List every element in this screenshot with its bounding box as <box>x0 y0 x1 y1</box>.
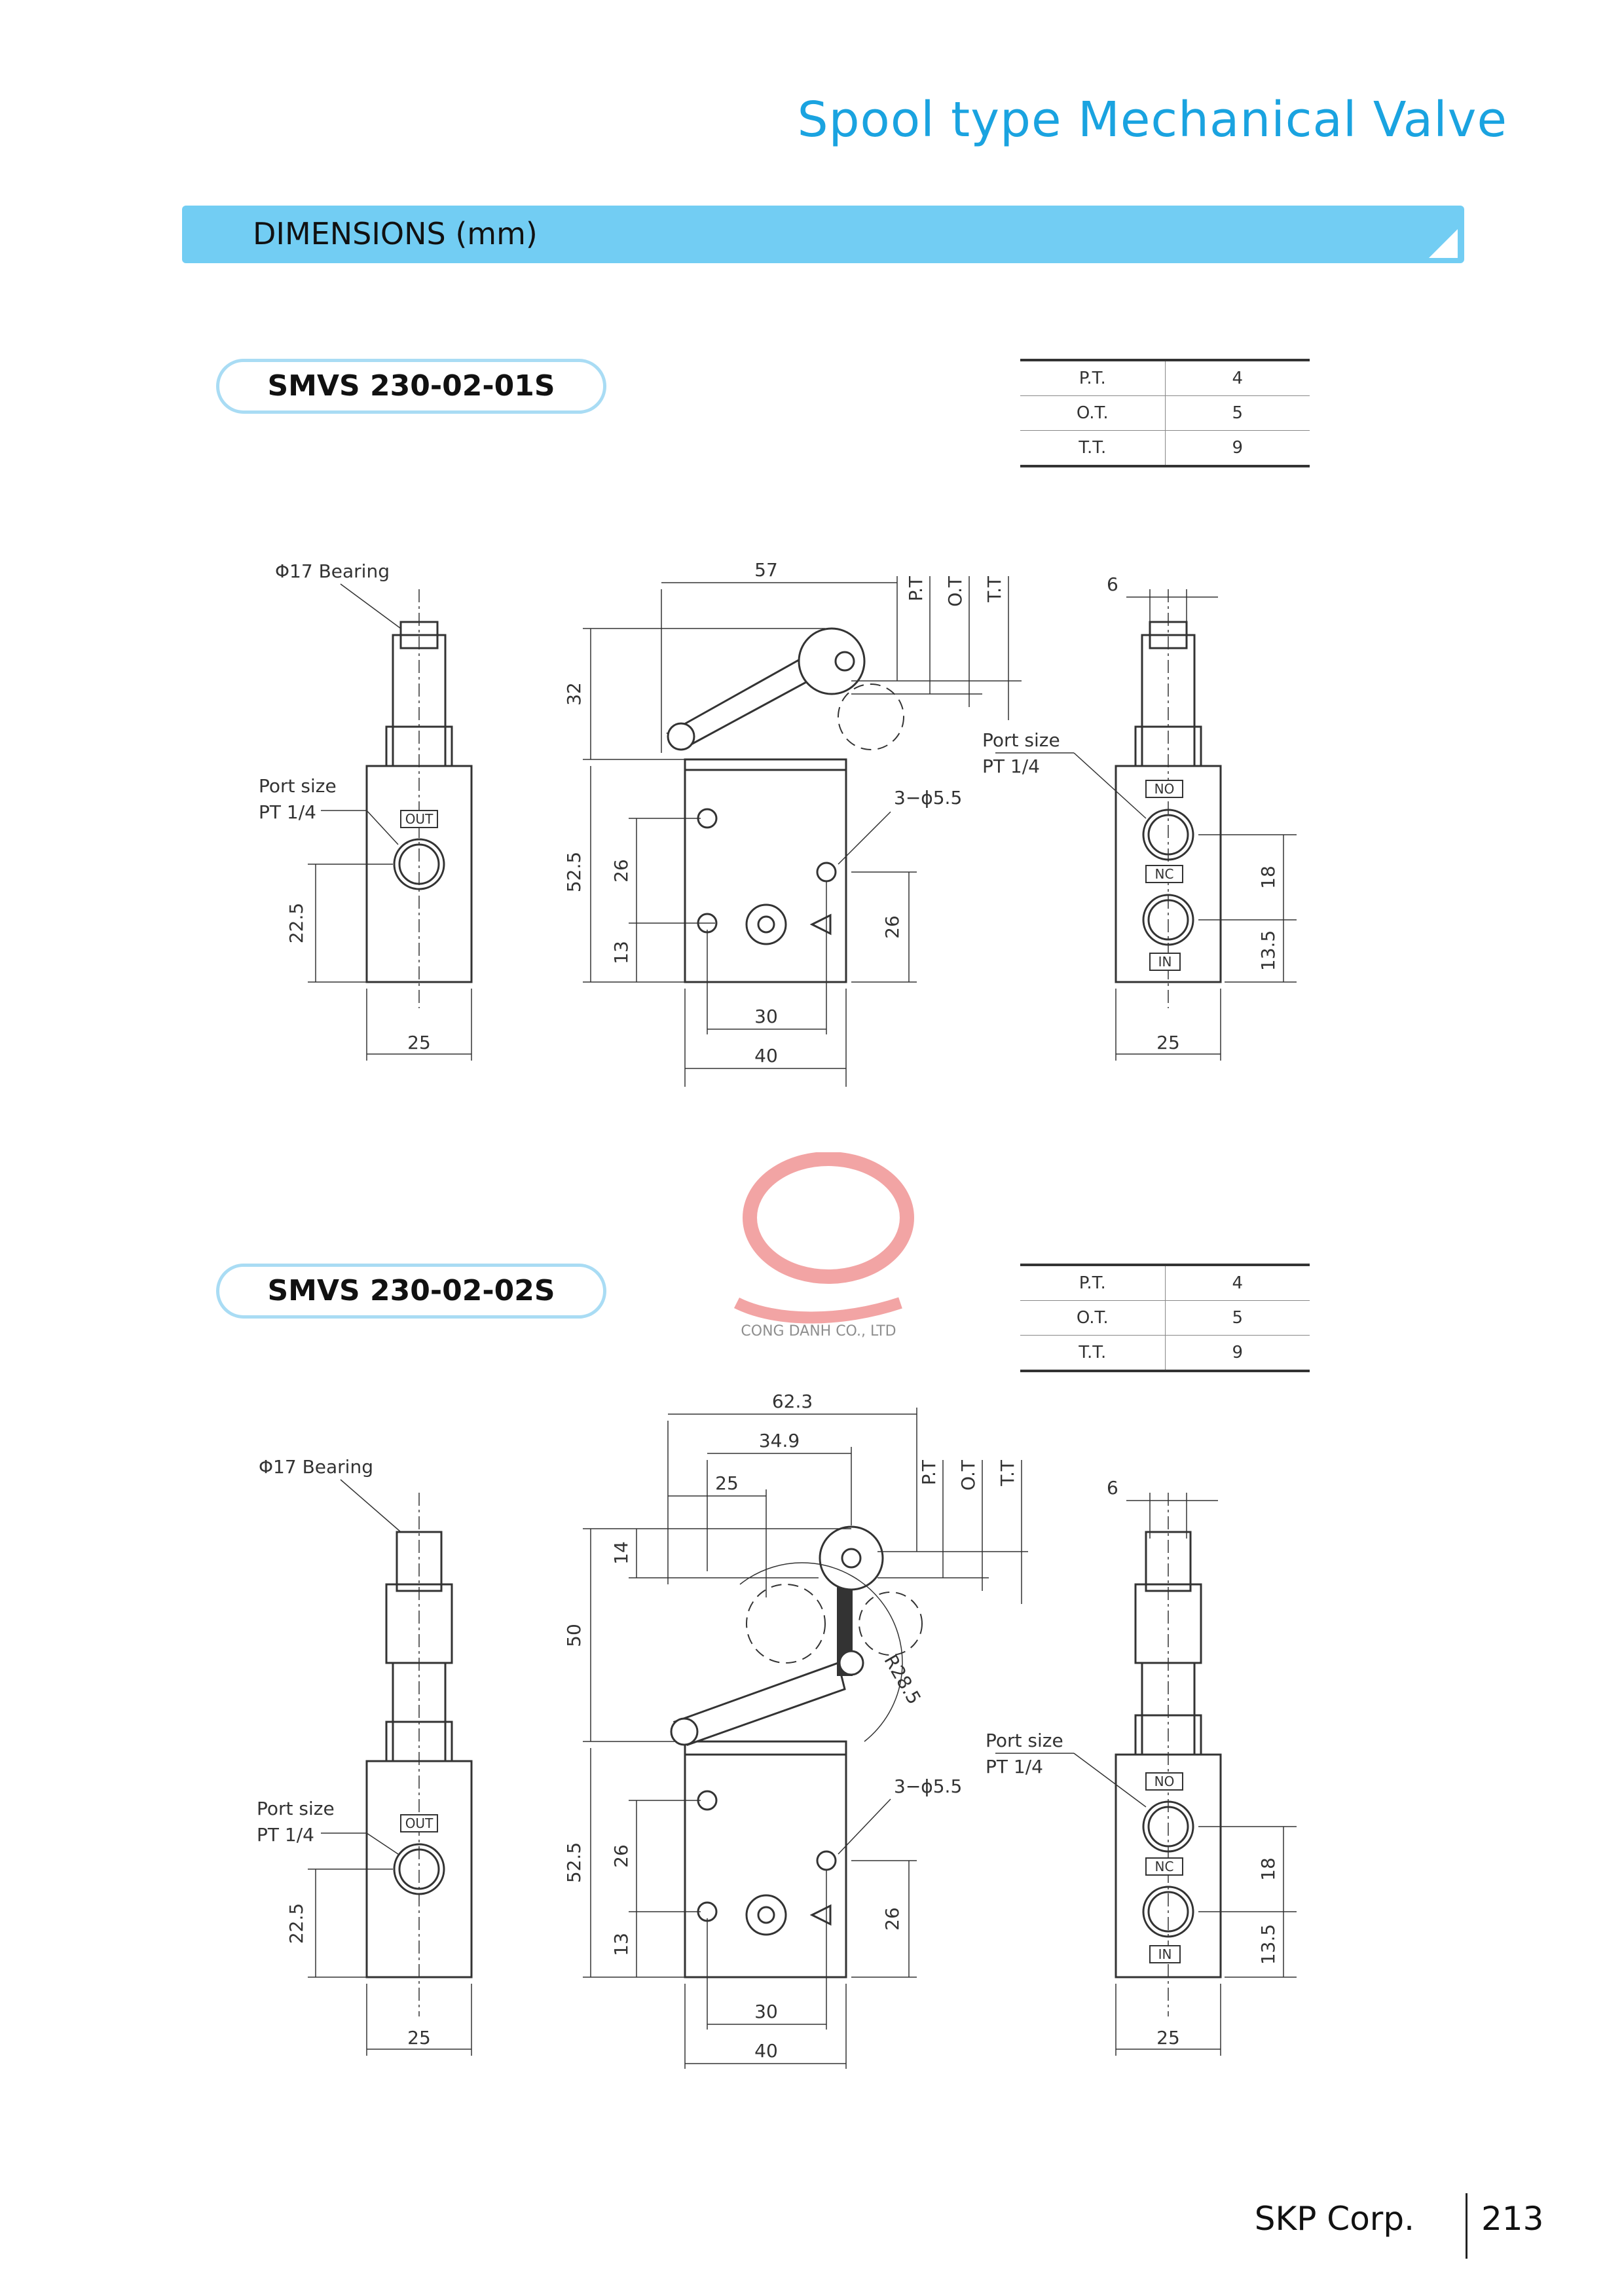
dim-body-height: 52.5 <box>563 1842 585 1884</box>
spec-key: O.T. <box>1020 1301 1165 1336</box>
watermark-logo <box>710 1152 927 1342</box>
dim-lever-length: 62.3 <box>771 1391 813 1412</box>
dimension-drawing-1 <box>0 537 1624 1100</box>
dim-width: 25 <box>407 1032 431 1053</box>
nc-port-label: NC <box>1154 866 1174 882</box>
port-thread-label: PT 1/4 <box>257 1824 314 1846</box>
dim-hole-span: 30 <box>754 2001 778 2022</box>
dim-lever-length: 57 <box>754 559 778 581</box>
section-title: DIMENSIONS (mm) <box>253 216 538 251</box>
dim-port-height: 22.5 <box>286 1903 307 1944</box>
dim-body-width: 40 <box>754 2040 778 2062</box>
dim-hole-height: 26 <box>881 915 903 939</box>
bearing-label: Φ17 Bearing <box>275 560 390 582</box>
dim-width: 25 <box>407 2027 431 2049</box>
spec-key: P.T. <box>1020 1265 1165 1301</box>
dim-hole-span: 30 <box>754 1006 778 1027</box>
spec-table-1 <box>1020 359 1310 467</box>
dim-hole-offset: 13 <box>610 1933 632 1956</box>
spec-value: 5 <box>1165 396 1310 431</box>
watermark-text: CONG DANH CO., LTD <box>741 1323 896 1339</box>
out-port-label: OUT <box>405 1815 434 1831</box>
spec-value: 4 <box>1165 360 1310 396</box>
model-name: SMVS 230-02-02S <box>267 1274 555 1307</box>
in-port-label: IN <box>1158 954 1172 970</box>
spec-key: T.T. <box>1020 1336 1165 1372</box>
footer-company: SKP Corp. <box>1254 2200 1414 2238</box>
dim-port-spacing: 18 <box>1257 1857 1279 1881</box>
spec-key: P.T. <box>1020 360 1165 396</box>
dim-radius: R28.5 <box>879 1650 925 1708</box>
in-port-label: IN <box>1158 1946 1172 1962</box>
page-number: 213 <box>1481 2200 1544 2238</box>
spec-value: 9 <box>1165 1336 1310 1372</box>
dim-hole-height: 26 <box>881 1907 903 1931</box>
table-row <box>1020 1336 1310 1372</box>
port-thread-label: PT 1/4 <box>986 1756 1043 1777</box>
dim-pivot-offset: 34.9 <box>758 1430 800 1451</box>
dim-port-height: 22.5 <box>286 902 307 944</box>
dim-mounting-holes: 3−ϕ5.5 <box>894 1776 963 1797</box>
dim-hole-offset: 13 <box>610 941 632 964</box>
table-row <box>1020 360 1310 396</box>
nc-port-label: NC <box>1154 1859 1174 1874</box>
port-size-label: Port size <box>982 729 1060 751</box>
table-row <box>1020 431 1310 467</box>
model-label-2 <box>216 1264 606 1319</box>
dim-body-height: 52.5 <box>563 851 585 893</box>
port-thread-label: PT 1/4 <box>259 801 316 823</box>
spec-key: T.T. <box>1020 431 1165 467</box>
spec-value: 5 <box>1165 1301 1310 1336</box>
table-row <box>1020 1265 1310 1301</box>
spec-key: O.T. <box>1020 396 1165 431</box>
dim-hole-spacing: 26 <box>610 859 632 883</box>
dimension-drawing-2 <box>0 1388 1624 2082</box>
dim-pt: P.T <box>918 1460 940 1485</box>
model-name: SMVS 230-02-01S <box>267 369 555 403</box>
table-row <box>1020 1301 1310 1336</box>
section-header-bar <box>182 206 1464 263</box>
dim-ot: O.T <box>957 1460 979 1491</box>
dim-width: 25 <box>1156 1032 1180 1053</box>
dim-roller-width: 6 <box>1107 1477 1118 1499</box>
port-size-label: Port size <box>259 775 337 797</box>
dim-hole-spacing: 26 <box>610 1844 632 1868</box>
dim-port-offset: 13.5 <box>1257 1923 1279 1965</box>
dim-mounting-holes: 3−ϕ5.5 <box>894 787 963 809</box>
model-label-1 <box>216 359 606 414</box>
no-port-label: NO <box>1154 781 1175 797</box>
dim-width: 25 <box>1156 2027 1180 2049</box>
spec-value: 9 <box>1165 431 1310 467</box>
port-size-label: Port size <box>986 1730 1063 1751</box>
port-size-label: Port size <box>257 1798 335 1819</box>
dim-port-offset: 13.5 <box>1257 930 1279 972</box>
dim-lever-height: 50 <box>563 1624 585 1647</box>
dim-pivot-distance: 25 <box>715 1472 739 1494</box>
dim-tt: T.T <box>997 1460 1018 1486</box>
no-port-label: NO <box>1154 1774 1175 1789</box>
spec-value: 4 <box>1165 1265 1310 1301</box>
corner-triangle-icon <box>1429 229 1458 258</box>
dim-port-spacing: 18 <box>1257 866 1279 889</box>
dim-body-width: 40 <box>754 1045 778 1066</box>
port-thread-label: PT 1/4 <box>982 756 1040 777</box>
dim-tt: T.T <box>984 576 1005 602</box>
footer-divider <box>1466 2193 1467 2259</box>
page-title: Spool type Mechanical Valve <box>797 92 1507 148</box>
dim-roller-width: 6 <box>1107 574 1118 595</box>
valve-body-front <box>685 770 846 982</box>
out-port-label: OUT <box>405 811 434 827</box>
dim-pt: P.T <box>905 576 927 602</box>
table-row <box>1020 396 1310 431</box>
dim-ot: O.T <box>944 576 966 607</box>
spec-table-2 <box>1020 1264 1310 1372</box>
dim-lever-height: 32 <box>563 682 585 706</box>
bearing-label: Φ17 Bearing <box>259 1456 373 1478</box>
dim-roller-offset: 14 <box>610 1541 632 1565</box>
